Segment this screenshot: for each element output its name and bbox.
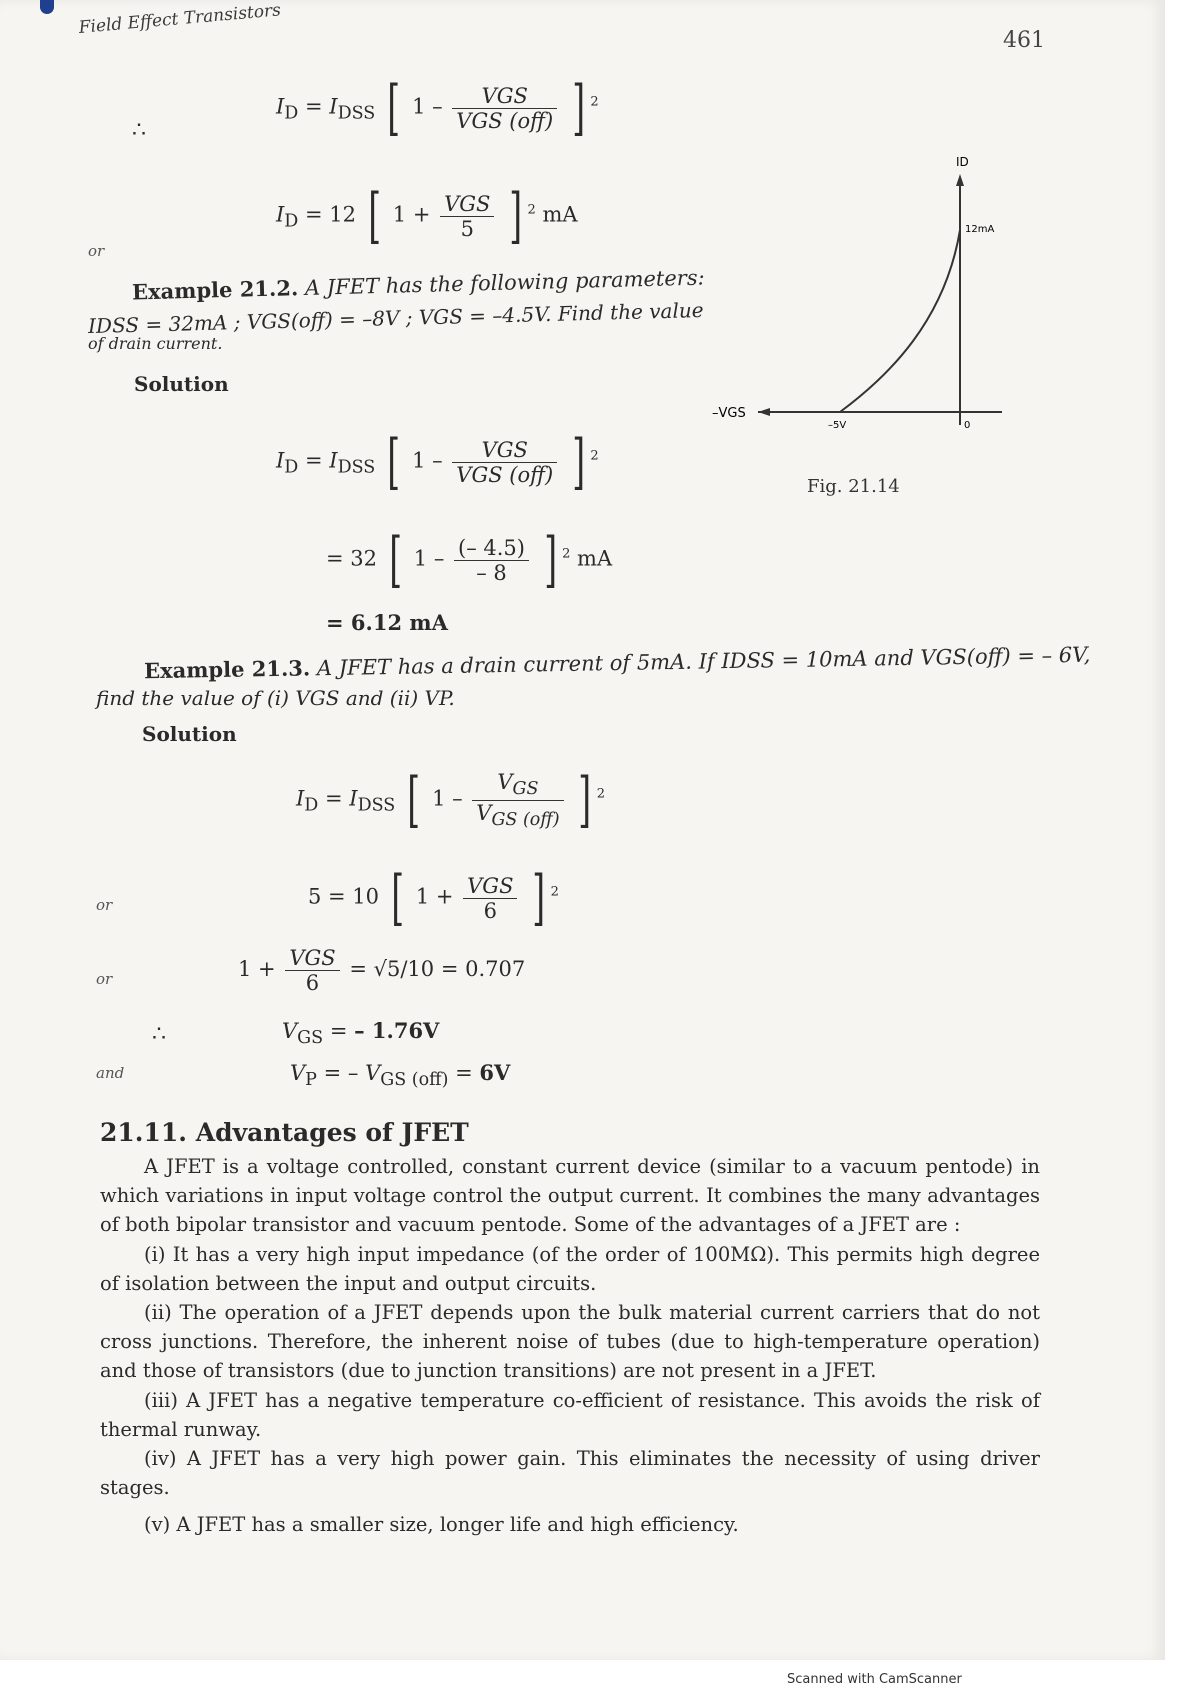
page-number: 461 [1003, 28, 1045, 53]
transfer-curve [840, 230, 960, 412]
example-21-3-step-1: $I_D = I_{DSS}$ [ 1 – $\frac{V_{GS}}{V_{GS (off)}}$ ] $^2$ [296, 765, 605, 835]
figure-x-arrow [758, 408, 770, 416]
margin-word-or: or [88, 242, 105, 260]
example-21-2-step-2: = 32 [ 1 – $\frac{(- 4.5)}{- 8}$ ] $^2$ mA [326, 525, 613, 595]
therefore-symbol-2: ∴ [152, 1022, 166, 1047]
section-heading: 21.11. Advantages of JFET [100, 1118, 469, 1147]
figure-caption: Fig. 21.14 [807, 476, 900, 497]
figure-pinch-label: –5V [828, 420, 847, 431]
equation-1: $I_D = I_{DSS}$ [ 1 – $\frac{\text{VGS}}{\text{VGS (off)}}$ ] $^2$ [276, 73, 599, 143]
running-header: Field Effect Transistors [78, 0, 282, 38]
margin-word-or-2: or [96, 896, 113, 914]
figure-y-label: ID [956, 155, 969, 169]
example-21-2-step-1: $I_D = I_{DSS}$ [ 1 – $\frac{\text{VGS}}{\text{VGS (off)}}$ ] $^2$ [276, 427, 599, 497]
solution-label-2: Solution [142, 722, 237, 746]
advantage-1: (i) It has a very high input impedance (of the order of 100MΩ). This permits high degree of isolation between the input and output circuits. [100, 1243, 1040, 1295]
advantage-2: (ii) The operation of a JFET depends upon the bulk material current carriers that do not cross junctions. Therefore, the inherent noise of tubes (due to high-temperature operation) and those of transistors (due to junction transitions) are not present in a JFET. [100, 1301, 1040, 1382]
example-21-2-question: of drain current. [88, 334, 223, 353]
example-21-3-step-3: 1 + $\frac{\text{VGS}}{6}$ = √5/10 = 0.707 [238, 946, 526, 995]
example-21-3-step-4: $V_{GS}$ = – 1.76V [282, 1018, 440, 1049]
example-21-2-heading: Example 21.2. A JFET has the following parameters: [131, 265, 705, 305]
equation-2: $I_D = 12$ [ 1 + $\frac{\text{VGS}}{5}$ ] $^2$ mA [276, 181, 578, 251]
scanner-watermark: Scanned with CamScanner [787, 1672, 962, 1687]
margin-word-and: and [96, 1064, 125, 1082]
page-corner-mark [40, 0, 54, 14]
section-intro-paragraph: A JFET is a voltage controlled, constant current device (similar to a vacuum pentode) in which variations in input voltage control the output current. It combines the many advantages of both bipolar transistor and vacuum pentode. Some of the advantages of a JFET are : [100, 1155, 1040, 1236]
example-21-2-params: IDSS = 32mA ; VGS(off) = –8V ; VGS = –4.5V. Find the value [87, 297, 704, 339]
solution-label-1: Solution [134, 372, 229, 396]
figure-origin-label: 0 [964, 420, 971, 431]
advantage-4: (iv) A JFET has a very high power gain. This eliminates the necessity of using driver stages. [100, 1447, 1040, 1499]
figure-peak-label: 12mA [965, 224, 995, 235]
transfer-characteristic-figure [700, 150, 1020, 450]
figure-x-label: –VGS [712, 406, 746, 421]
example-21-3-step-2: 5 = 10 [ 1 + $\frac{\text{VGS}}{6}$ ] $^2$ [308, 863, 559, 933]
figure-y-arrow [956, 174, 964, 186]
therefore-symbol: ∴ [132, 118, 146, 143]
example-21-3-step-5: $V_P$ = – $V_{GS (off)} = 6V$ [290, 1060, 511, 1091]
example-21-3-heading: Example 21.3. A JFET has a drain current of 5mA. If IDSS = 10mA and VGS(off) = – 6V, [143, 642, 1091, 684]
advantage-5: (v) A JFET has a smaller size, longer life and high efficiency. [144, 1513, 739, 1536]
example-21-2-result: = 6.12 mA [326, 610, 448, 635]
example-21-3-question: find the value of (i) VGS and (ii) VP. [96, 686, 455, 710]
advantage-3: (iii) A JFET has a negative temperature co-efficient of resistance. This avoids the risk of thermal runway. [100, 1389, 1040, 1441]
margin-word-or-3: or [96, 970, 113, 988]
